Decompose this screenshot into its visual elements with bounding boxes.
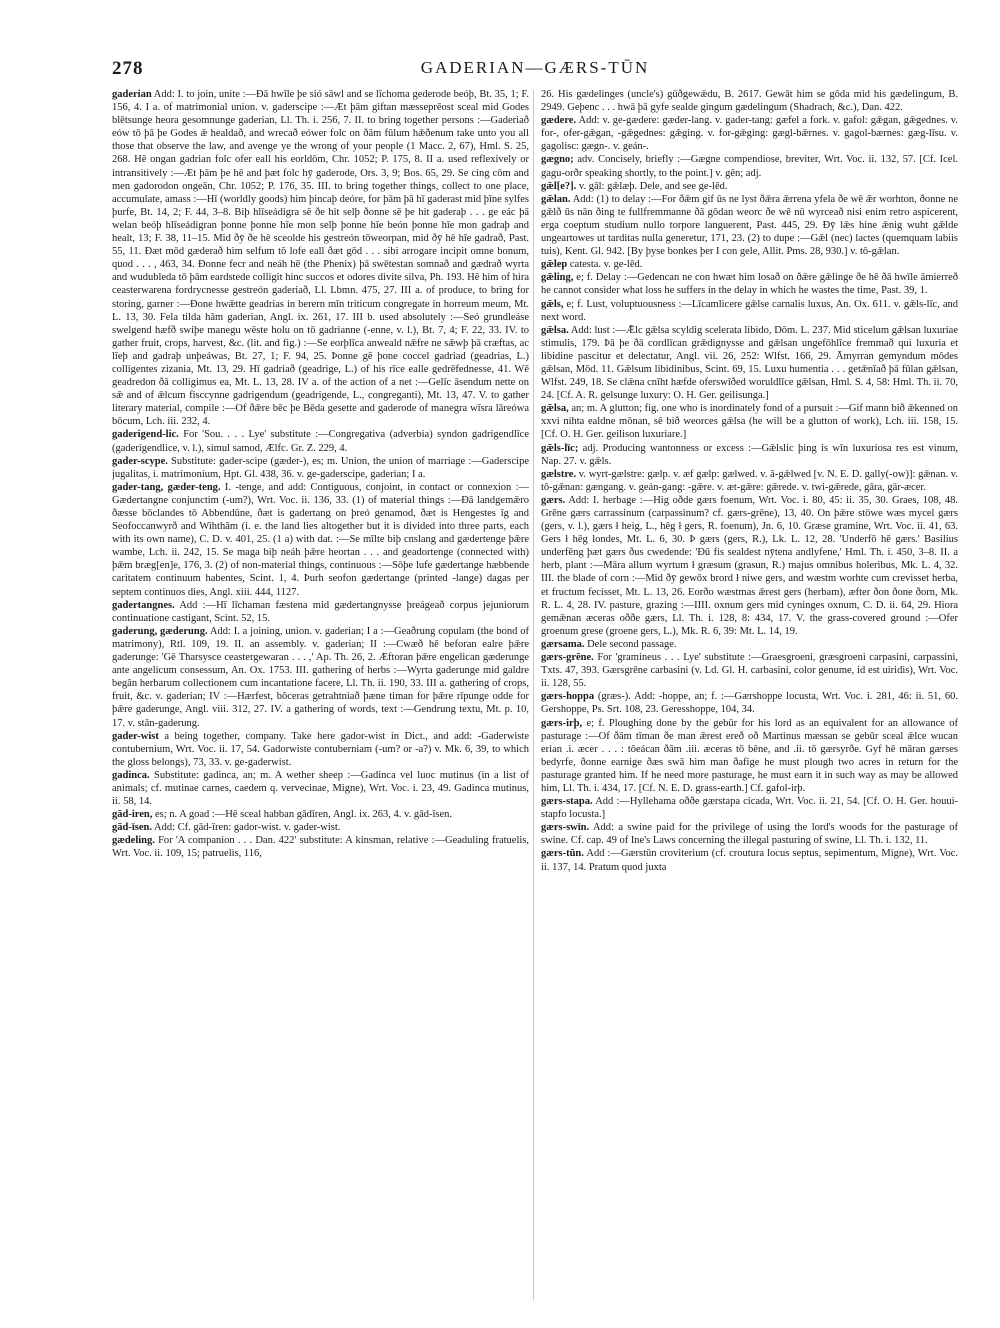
entry-headword: gædeling. — [112, 835, 155, 847]
entry-text: e; f. Ploughing done by the gebūr for his lord as an equivalent for an allowance of pasturage :—Of ðām tīman ðe man ǣrest ereð oð Martinus mæssan se gebūr sceal ǣlce wucan erian .i. æcer . . . : tōeácan ðām .iii. æceras tō bēne, and .ii. tō gærsyrðe. Gyf hē māran gærses bedyrfe, ðonne earnige ðæs swā him man ðafige he must plough two acres in return for the pasturage granted him. If he need more pasturage, he must earn it in such way as may be allowed him, Ll. Th. i. 434, 17. [Cf. N. E. D. grass-earth.] Cf. gafol-irþ. — [541, 717, 958, 794]
dictionary-entry — [541, 442, 958, 468]
dictionary-entry — [541, 795, 958, 821]
dictionary-entry — [541, 271, 958, 297]
entry-headword: gaderian — [112, 89, 152, 100]
entry-text: Add: I. to join, unite :—Ðā hwīle þe sió sāwl and se līchoma gederode beóþ, Bt. 35, 1; F. 156, 4. I a. of matrimonial union. v. gaderscipe :—Æt þām giftan mæsseprēost sceal mid Godes blētsunge heora gesomnunge gaderian, Ll. Th. i. 256, 7. II. to bring together persons :—Gaderiað eów tō þā þe Godes ǣ healdað, and wrecað eówer folc on ðām fūlum hǣðenum take unto you all those that observe the law, and avenge ye the wrong of your people (1 Macc. 2, 67), Hml. S. 25, 268. Hē ongan gadrian folc ofer eall his eorldōm, Chr. 1052; P. 175, 8. II a. used reflexively or intransitively :—Æt þām þe hē and þæt folc hȳ gaderode, Ors. 3, 9; Bos. 65, 29. Se cing cōm and men gadorodon ongeān, Chr. 1052; P. 176, 35. III. to bring together things, collect to one place, accumulate, amass :—Hī (worldly goods) him þincaþ deóre, for þām þā hī gaderast mid þīne sylfes þurfe, Bt. 14, 2; F. 44, 3–8. Biþ hlīseádigra sē ðe hit selþ ðonne sē þe hit gaderaþ . . . ge eác þā welan beóþ hlīseádigran þonne þonne hīe mon selþ þonne hīe beón þonne hīe mon gadraþ and healt, 13; F. 38, 11–15. Mid ðȳ ðe hē sceolde his gestreón tōweorpan, mid ðȳ hē hīe gadrað, Past. 55, 11. Ðæt mōd gæderað him selfum tō lofe eall ðæt gōd . . . sibi arrogare incipit omne bonum, quod . . . , 463, 34. Ðonne fecr and neáh hē (the Phenix) þā swētestan somnað and gædrað wyrta and wudubleda tō þām eardstede colligit hinc succos et odores divite silva, Ph. 193. Hē him of hira ceasterwarena fordrycnesse gestreón gaderiað, Ll. Lbmn. 475, 27. III a. of produce, to bring for storing, garner :—Ðone hwǣtte geadrias in berern mīn triticum congregate in horreum meum, Mt. L. 13, 30. Fela tilda hām gaderian, Angl. ix. 261, 17. III b. used absolutely :—Seó grundleáse swelgend hæfð swiþe manegu wēste holu on tō gadrianne (-enne, v. l.), Bt. 7, 4; F. 22, 33. IV. to gather fruit, crops, harvest, &c. (lit. and fig.) :—Se eorþlīca anweald nǣfre ne sǣwþ þā cræftas, ac līeþ and gadraþ unþeáwas, Bt. 27, 1; F. 94, 25. Þonne gē þone coccel gadriad (geadrias, L.) colligentes zizania, Mt. 13, 29. Hī gadriað (geadrige, L.) of his rīce ealle gedrēfednesse, 41. Wē geadredon ðā colligimus ea, Mt. L. 13, 28. IV a. of the action of a net :—Gelīc āsendum nette on sǣ and of ǣlcum fisccynne gadrigendum (geadrigende, L., congreganti), Mt. 13, 47. V. to gather literary material, compile :—Of ðǣre bēc þe Bēda gesette and gaderode of manegra wīsra lāreówa bōcum, Lch. iii. 232, 4. — [112, 89, 529, 428]
dictionary-entry — [541, 180, 958, 193]
dictionary-entry — [541, 690, 958, 716]
entry-text: adj. Producing wantonness or excess :—Gǣlslic þing is wīn luxuriosa res est vinum, Nap. 27. v. gǣls. — [541, 442, 958, 467]
entry-text: Substitute: gadinca, an; m. A wether sheep :—Gadinca vel luoc mutinus (in a list of animals; cf. mutinae carnes, caedem q. vervecinae, Migne), Wrt. Voc. i. 23, 49. Gadinca mutinus, ii. 58, 14. — [112, 769, 529, 808]
entry-text: (græs-). Add: -hoppe, an; f. :—Gærshoppe locusta, Wrt. Voc. i. 281, 46: ii. 51, 60. Gershoppe, Ps. Srt. 108, 23. Geresshoppe, 104, 34. — [541, 691, 958, 716]
page-number: 278 — [112, 58, 144, 79]
entry-headword: gader-tang, gæder-teng. — [112, 481, 221, 493]
entry-headword: gaderung, gæderung. — [112, 625, 208, 637]
entry-headword: gader-scype. — [112, 455, 168, 467]
entry-text: es; n. A goad :—Hē sceal habban gādīren, Angl. ix. 263, 4. v. gād-īsen. — [152, 809, 453, 821]
entry-text: v. gāl: gǣlæþ. Dele, and see ge-lēd. — [576, 180, 728, 192]
dictionary-entry — [112, 730, 529, 769]
dictionary-entry — [541, 651, 958, 690]
entry-text: a being together, company. Take here gador-wist in Dict., and add: -Gaderwiste contubernium, Wrt. Voc. ii. 17, 54. Gadorwiste contuberniam (-um? or -a?) v. Mk. 6, 39, to which the gloss belongs), 73, 33. v. ge-gaderwist. — [112, 730, 529, 768]
dictionary-entry — [541, 153, 958, 179]
dictionary-entry — [112, 625, 529, 730]
entry-headword: gǣl[e?]. — [541, 180, 577, 192]
entry-headword: gærs-grēne. — [541, 652, 594, 664]
entry-text: Add: (1) to delay :—For ðǣm gif ūs ne lyst ðǣra ǣrrena yfela ðe wē ǣr worhton, ðonne ne gǣlð ūs nān ðing te fullfremmanne ðā gōdan weorc ðe wē nū wyrceað nisi enim retro aspicerent, erga coeptum studium nullo torpore languerent, Past. 445, 29. Ðȳ lǣs hine ǣnig wuht gǣlde ungeartowes ut tarditas nulla generetur, 171, 23. (2) to dupe :—Gǣl (nec) lactes (quemquam labiis tuis), Kent. Gl. 942. [By þyse bonkes þer I con gele, Allit. Pms. 28, 930.] v. tō-gǣlan. — [541, 193, 958, 258]
entry-headword: gadinca. — [112, 769, 150, 781]
entry-text: Add: lust :—Ǣlc gǣlsa scyldig scelerata libido, Dōm. L. 237. Mid sticelum gǣlsan luxuriae stimulis, 179. Þā þe ðā cordlīcan grǣdignysse and gǣlsan ungefōhlīce fremmað qui luxuria et libidine pascitur et delectatur, Angl. vii. 26, 252: Wlfst. 166, 29. Āmyrran gemyndum mōdes gǣlsan, Mōd. 11. Gǣlsum libidinibus, Scint. 69, 15. Luxu humentia . . . getǣnīað þā fūlan gǣlsan, Wlfst. 249, 18. Se clǣna cnīht hæfde oferswīðed woruldlīce gǣlsan, Hml. S. 4, 58: Hml. Th. ii. 70, 24. [Cf. A. R. gelsunge luxury: O. H. Ger. geilisunga.] — [541, 324, 958, 402]
entry-headword: gadertangnes. — [112, 599, 175, 611]
entry-headword: gǣling, — [541, 272, 574, 284]
entry-text: Add: v. ge-gædere: gæder-lang. v. gader-tang: gæfel a fork. v. gafol: gǣgan, gǣgednes. v. for-, ofer-gǣgan, -gǣgednes: gǣging. v. for-gǣging: gægl-bǣrnes. v. gagol-bærnes: gæg-līsu. v. gagolisc: gægn-. v. geán-. — [541, 115, 958, 153]
entry-text: For 'Sou. . . . Lye' substitute :—Congregativa (adverbia) syndon gadrigendlīce (gaderigendlice, v. l.), simul samod, Ælfc. Gr. Z. 229, 4. — [112, 429, 529, 454]
entry-headword: gærs-irþ, — [541, 717, 583, 729]
entry-text: an; m. A glutton; fig. one who is inordinately fond of a pursuit :—Gif mann bið ǣkenned on xxvi nihta ealdne mōnan, sē bið weorces gǣlsa (he will be a glutton of work), Lch. iii. 158, 15. [Cf. O. H. Ger. geilison luxuriare.] — [541, 403, 958, 441]
entry-headword: gædere. — [541, 115, 577, 127]
entry-headword: gǣlsa, — [541, 403, 569, 415]
entry-text: e; f. Delay :—Gedencan ne con hwæt him losað on ðǣre gǣlinge ðe hē ðā hwīle āmierreð he cannot consider what loss he suffers in the delay in which he wastes the time, Past. 39, 1. — [541, 272, 958, 297]
dictionary-entry — [541, 298, 958, 324]
dictionary-entry — [112, 599, 529, 625]
entry-headword: gǣls-līc; — [541, 442, 579, 454]
entry-headword: gād-iren, — [112, 809, 153, 821]
dictionary-entry — [541, 638, 958, 651]
entry-headword: gærs. — [541, 494, 566, 506]
entry-headword: gælstre. — [541, 468, 577, 480]
entry-text: Add: I. herbage :—Hig oðde gærs foenum, Wrt. Voc. i. 80, 45: ii. 35, 30. Graes, 108, 48. Grēne gærs carrassinum (carpassinum? cf. gærs-grēne), 13, 40. On þǣre stōwe wæs mycel gærs (gers, v. l.), gærs ł heig, L., hēg ł gers, R. foenum), Jn. 6, 10. Græse gramine, Wrt. Voc. ii. 41, 63. Gers ł hēg londes, Mt. L. 6, 30. Þ gærs (gers, R.), Lk. L. 12, 28. 'Underfō hē gærs.' Basilius underfēng þæt gærs ðus cwedende: 'Ðū fis sealdest nȳtena andlyfene,' Hml. Th. i. 450, 3–8. II. a herb, plant :—Māra allum wyrtum ł græsum (grasun, R.) majus omnibus holeribus, Mk. L. 4, 32. III. the blade of corn :—Mid ðȳ gewōx brord ł niwe gers, and wæstm worhte cum crevisset herba, et fructum fecisset, Mt. L. 13, 26. Eorðo wæstmas ǣrest gers (herbam), æfter ðon ðone ðorn, Mk. R. L. 4, 28. IV. pasture, grazing :—IIII. oxnum gers mid cyninges oxnum, C. D. ii. 64, 29. Hiora gemǣnan æceras oððe gærs, Ll. Th. i. 128, 8: 434, 17. V. the grass-covered ground :—Ofer groenum grese (groene gers, L.), Mk. R. 6, 39: Mt. L. 14, 19. — [541, 494, 958, 637]
dictionary-entry — [541, 847, 958, 873]
dictionary-entry — [541, 494, 958, 638]
entry-headword: gǣlan. — [541, 193, 571, 205]
entry-headword: gærs-swīn. — [541, 822, 590, 834]
dictionary-entry — [541, 717, 958, 796]
entry-text: For 'gramineus . . . Lye' substitute :—Graesgroeni, græsgroeni carpasini, carpassini, Txts. 47, 393. Gærsgrēne carbasini (v. Ld. Gl. H. carbasini, color genume, id est uiridis), Wrt. Voc. ii. 128, 55. — [541, 652, 958, 690]
dictionary-entry — [112, 821, 529, 834]
column-divider — [533, 90, 534, 1300]
entry-text: e; f. Lust, voluptuousness :—Līcamlicere gǣlse carnalis luxus, An. Ox. 611. v. gǣls-līc, and next word. — [541, 298, 958, 323]
dictionary-entry — [541, 821, 958, 847]
dictionary-entry — [112, 769, 529, 808]
entry-text: Add: I. a joining, union. v. gaderian; I a :—Geaðrung copulam (the bond of matrimony), Rtl. 109, 19. II. an assembly. v. gaderian; II :—Cwæð hē beforan ealre þǣre gaderunge: 'Gē Tharsysce ceastergewaran . . . ,' Ap. Th. 26, 2. Æftoran þǣre engelican gæderunge ante angelicum consessum, An. Ox. 1753. III. gathering of herbs :—Wyrta gaderunge mid galdre begān herbarum collectionem cum incantatione facere, Ll. Th. ii. 190, 33. III a. gathering of crops, fruit, &c. v. gaderian; IV :—Hærfest, bōceras getrahtniað þæne timan for þǣre rīpunge odde for þǣre gaderunge, Angl. viii. 312, 27. IV. a gathering of words, text :—Gendrung textu, Mt. p. 10, 17. v. stān-gaderung. — [112, 625, 529, 729]
entry-headword: gǣls, — [541, 298, 564, 310]
entry-headword: gader-wist — [112, 730, 159, 742]
dictionary-entry — [541, 258, 958, 271]
right-column — [541, 88, 958, 1298]
entry-headword: gād-īsen. — [112, 822, 152, 834]
running-head: GADERIAN—GÆRS-TŪN — [420, 58, 650, 77]
entry-text: I. -tenge, and add: Contiguous, conjoint, in contact or connexion :—Gædertangne conjunctim (-um?), Wrt. Voc. ii. 136, 33. (1) of material things :—Ðā landgemǣro ðæsse bōclandes tō Abbendūne, ðæt is gadertang on þreó genamod, ðæt is Hengestes īg and Seofoccanwyrð and Wihthām (i. e. the land lies altogether but it is divided into three parts, each with its own name), C. D. v. 401, 25. (1 a) with dat. :—Se mīlte biþ cnslang and gædertenge þǣre wambe, Lch. ii. 242, 15. Se maga biþ neáh þǣre heortan . . . and geadortenge (connected with) þǣm bræg[en]e, 176, 3. (2) of non-material things, continuous :—Sōþe lufe gædertange hæbbende caritatem continuum habentes, Scint. 1, 4. Þurh seofon gædertange (printed -lange) dagas per septem continuos dies, Angl. xiii. 444, 1127. — [112, 481, 529, 598]
entry-text: Add :—Gærstūn croviterium (cf. croutura locus septus, sepimentum, Migne), Wrt. Voc. ii. 137, 14. Pratum quod juxta — [541, 848, 958, 873]
left-column — [112, 88, 529, 1298]
dictionary-entry — [541, 193, 958, 258]
entry-text: 26. His gædelinges (uncle's) gūðgewǣdu, B. 2617. Gewāt him se gōda mid his gædelingum, B. 2949. Geþenc . . . hwā þā gyfe sealde gingum gædelingum (Shadrach, &c.), Dan. 422. — [541, 89, 958, 114]
dictionary-entry — [112, 808, 529, 821]
entry-text: Add: a swine paid for the privilege of using the lord's woods for the pasturage of swine. Cf. cap. 49 of Ine's Laws concerning the illegal pasturing of swine, Ll. Th. i. 132, 11. — [541, 822, 958, 847]
entry-headword: gærs-hoppa — [541, 691, 595, 703]
entry-text: For 'A companion . . . Dan. 422' substitute: A kinsman, relative :—Geaduling fratuelis, Wrt. Voc. ii. 109, 15; patruelis, 116, — [112, 835, 529, 860]
dictionary-entry — [541, 468, 958, 494]
dictionary-entry — [541, 88, 958, 114]
entry-headword: gærs-stapa. — [541, 796, 593, 808]
dictionary-entry — [541, 324, 958, 403]
entry-text: Add :—Hī līchaman fæstena mid gædertangnysse þreágeað corpus jejuniorum continuatione castigant, Scint. 52, 15. — [112, 599, 529, 624]
page-header — [112, 58, 958, 82]
dictionary-entry — [112, 88, 529, 428]
dictionary-entry — [541, 402, 958, 441]
entry-text: v. wyrt-gælstre: gælp. v. æf gælp: gælwed. v. ā-gǣlwed [v. N. E. D. gally(-ow)]: gǣnan. v. tō-gǣnan: gængang. v. geán-gang: -gǣre. v. æt-gǣre: gǣrede. v. twi-gǣrede, gāra, gār-æcer. — [541, 468, 958, 493]
dictionary-entry — [112, 455, 529, 481]
entry-text: Dele second passage. — [584, 638, 677, 650]
entry-headword: gærs-tūn. — [541, 848, 584, 860]
dictionary-entry — [112, 834, 529, 860]
entry-text: catesta. v. ge-lēd. — [567, 259, 643, 271]
entry-text: Add :—Hyllehama oððe gærstapa cicada, Wrt. Voc. ii. 21, 54. [Cf. O. H. Ger. houui-stapfo locusta.] — [541, 796, 958, 821]
entry-text: adv. Concisely, briefly :—Gægne compendiose, breviter, Wrt. Voc. ii. 132, 57. [Cf. Icel. gagu-orðr speaking shortly, to the point.] v. gēn; adj. — [541, 154, 958, 179]
entry-text: Substitute: gader-scipe (gæder-), es; m. Union, the union of marriage :—Gaderscipe jugalitas, i. matrimonium, Hpt. Gl. 438, 36. v. ge-gaderscipe, gaderian; I a. — [112, 455, 529, 480]
entry-headword: gaderigend-lic. — [112, 429, 179, 441]
entry-headword: gǣlsa. — [541, 324, 569, 336]
dictionary-entry — [112, 428, 529, 454]
entry-text: Add: Cf. gād-īren: gador-wist. v. gader-wist. — [151, 822, 341, 834]
entry-headword: gǣlep — [541, 259, 568, 271]
dictionary-entry — [112, 481, 529, 599]
dictionary-entry — [541, 114, 958, 153]
entry-headword: gægno; — [541, 154, 574, 166]
entry-headword: gærsama. — [541, 638, 585, 650]
